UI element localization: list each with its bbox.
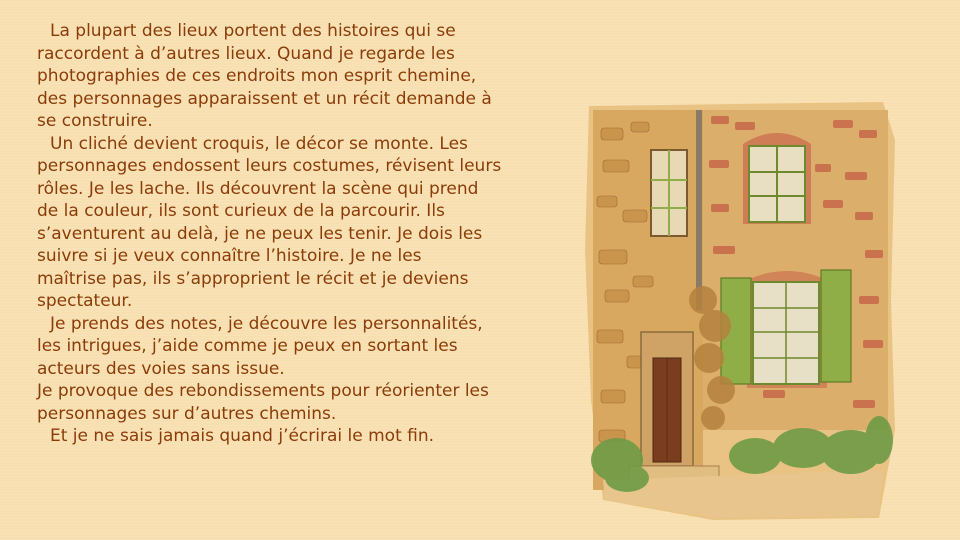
text-line: suivre si je veux connaître l’histoire. Je ne les <box>37 246 422 266</box>
shutter-right <box>821 270 851 382</box>
text-line: raccordent à d’autres lieux. Quand je regarde les <box>37 43 455 64</box>
text-line: de la couleur, ils sont curieux de la parcourir. Ils <box>37 201 445 221</box>
text-line: Un cliché devient croquis, le décor se monte. Les <box>50 133 468 154</box>
text-line: des personnages apparaissent et un récit demande à <box>37 88 492 109</box>
doorway <box>641 332 693 466</box>
text-line: Je provoque des rebondissements pour réorienter les <box>37 381 489 401</box>
text-line: les intrigues, j’aide comme je peux en sortant les <box>37 336 458 356</box>
text-line: acteurs des voies sans issue. <box>37 358 285 379</box>
text-line: Et je ne sais jamais quand j’écrirai le mot fin. <box>50 426 435 446</box>
text-line: personnages sur d’autres chemins. <box>37 403 337 424</box>
text-line: La plupart des lieux portent des histoires qui se <box>50 21 456 41</box>
text-line: s’aventurent au delà, je ne peux les tenir. Je dois les <box>37 223 483 244</box>
text-line: personnages endossent leurs costumes, révisent leurs <box>37 156 502 176</box>
window-upper-right <box>743 133 811 224</box>
text-line: photographies de ces endroits mon esprit chemine, <box>37 66 477 86</box>
house-facade-illustration <box>583 100 897 522</box>
text-line: rôles. Je les lache. Ils découvrent la scène qui prend <box>37 178 479 199</box>
text-line: se construire. <box>37 111 153 131</box>
story-text <box>37 20 547 448</box>
drainpipe <box>696 110 702 310</box>
window-upper-left <box>651 150 687 236</box>
window-lower-right <box>721 270 851 388</box>
text-line: spectateur. <box>37 291 133 311</box>
text-line: maîtrise pas, ils s’approprient le récit et je deviens <box>37 268 469 289</box>
text-line: Je prends des notes, je découvre les personnalités, <box>50 313 483 334</box>
